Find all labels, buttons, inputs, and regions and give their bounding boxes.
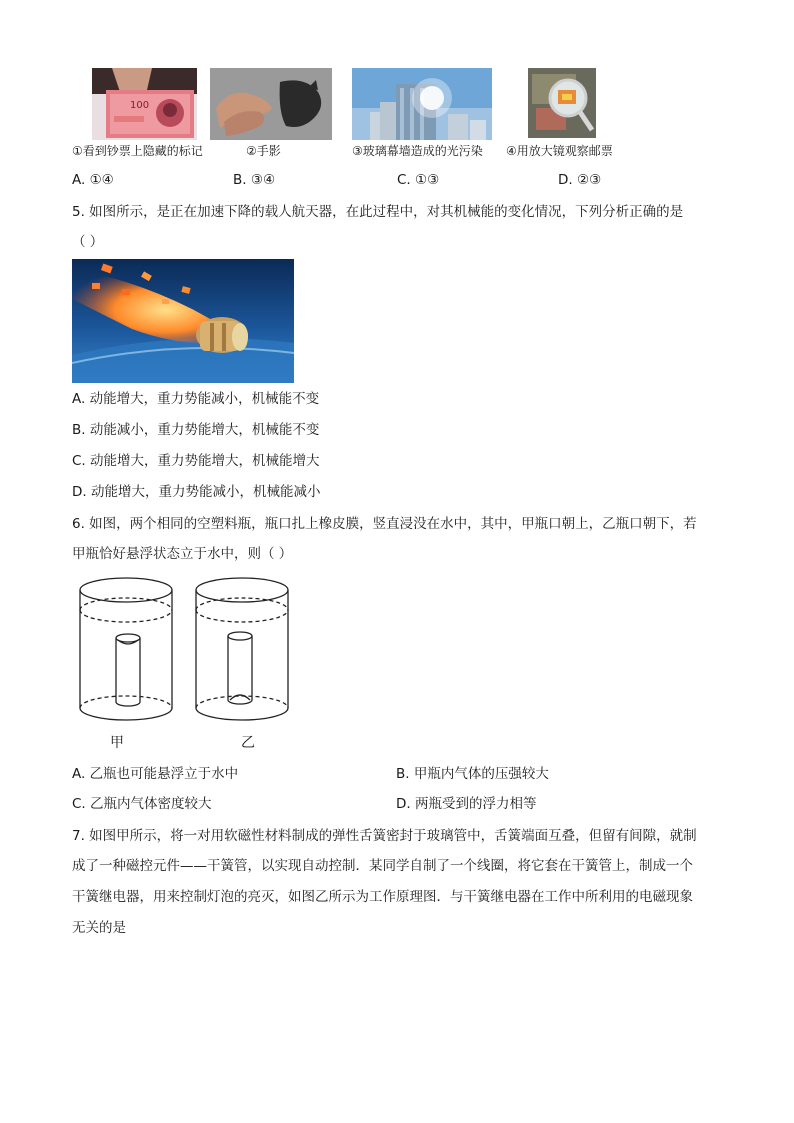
- q5-option-b[interactable]: B. 动能减小，重力势能增大，机械能不变: [72, 422, 320, 438]
- q6-option-b[interactable]: B. 甲瓶内气体的压强较大: [396, 766, 549, 782]
- q7-line-2: 成了一种磁控元件——干簧管，以实现自动控制．某同学自制了一个线圈，将它套在干簧管上，制成一个: [72, 858, 693, 874]
- q7-line-4: 无关的是: [72, 920, 126, 936]
- q4-option-c[interactable]: C. ①③: [397, 172, 440, 188]
- magnifier-stamp-photo: [528, 68, 596, 138]
- bottle-diagram: [76, 574, 296, 730]
- container-yi: [196, 578, 288, 720]
- q6-stem-line2: 甲瓶恰好悬浮状态立于水中，则（ ）: [72, 546, 293, 562]
- q4-option-d[interactable]: D. ②③: [558, 172, 602, 188]
- q6-option-c[interactable]: C. 乙瓶内气体密度较大: [72, 796, 212, 812]
- spacecraft-reentry-image: [72, 259, 294, 383]
- banknote-photo: [92, 68, 197, 140]
- q4-caption-3: ③玻璃幕墙造成的光污染: [352, 144, 483, 158]
- banknote-label: 100: [130, 100, 150, 111]
- q4-caption-2: ②手影: [246, 144, 281, 158]
- q7-line-1: 7. 如图甲所示，将一对用软磁性材料制成的弹性舌簧密封于玻璃管中，舌簧端面互叠，但留有间隙，就制: [72, 828, 697, 844]
- q5-option-d[interactable]: D. 动能增大，重力势能减小，机械能减小: [72, 484, 321, 500]
- q6-option-a[interactable]: A. 乙瓶也可能悬浮立于水中: [72, 766, 239, 782]
- q4-caption-1: ①看到钞票上隐藏的标记: [72, 144, 203, 158]
- q4-option-a[interactable]: A. ①④: [72, 172, 114, 188]
- glass-curtain-wall-photo: [352, 68, 492, 140]
- q6-stem-line1: 6. 如图，两个相同的空塑料瓶，瓶口扎上橡皮膜，竖直浸没在水中，其中，甲瓶口朝上，乙瓶口朝下，若: [72, 516, 697, 532]
- q4-caption-4: ④用放大镜观察邮票: [506, 144, 613, 158]
- q5-stem-line2: （ ）: [72, 234, 104, 250]
- label-yi: 乙: [241, 735, 255, 751]
- container-jia: [80, 578, 172, 720]
- q5-stem-line1: 5. 如图所示，是正在加速下降的载人航天器，在此过程中，对其机械能的变化情况，下列分析正确的是: [72, 204, 684, 220]
- q5-option-a[interactable]: A. 动能增大，重力势能减小，机械能不变: [72, 391, 320, 407]
- q6-option-d[interactable]: D. 两瓶受到的浮力相等: [396, 796, 537, 812]
- q7-line-3: 干簧继电器，用来控制灯泡的亮灭，如图乙所示为工作原理图．与干簧继电器在工作中所利用的电磁现象: [72, 889, 693, 905]
- label-jia: 甲: [110, 735, 124, 751]
- hand-shadow-photo: [210, 68, 332, 140]
- q4-option-b[interactable]: B. ③④: [233, 172, 276, 188]
- q5-option-c[interactable]: C. 动能增大，重力势能增大，机械能增大: [72, 453, 320, 469]
